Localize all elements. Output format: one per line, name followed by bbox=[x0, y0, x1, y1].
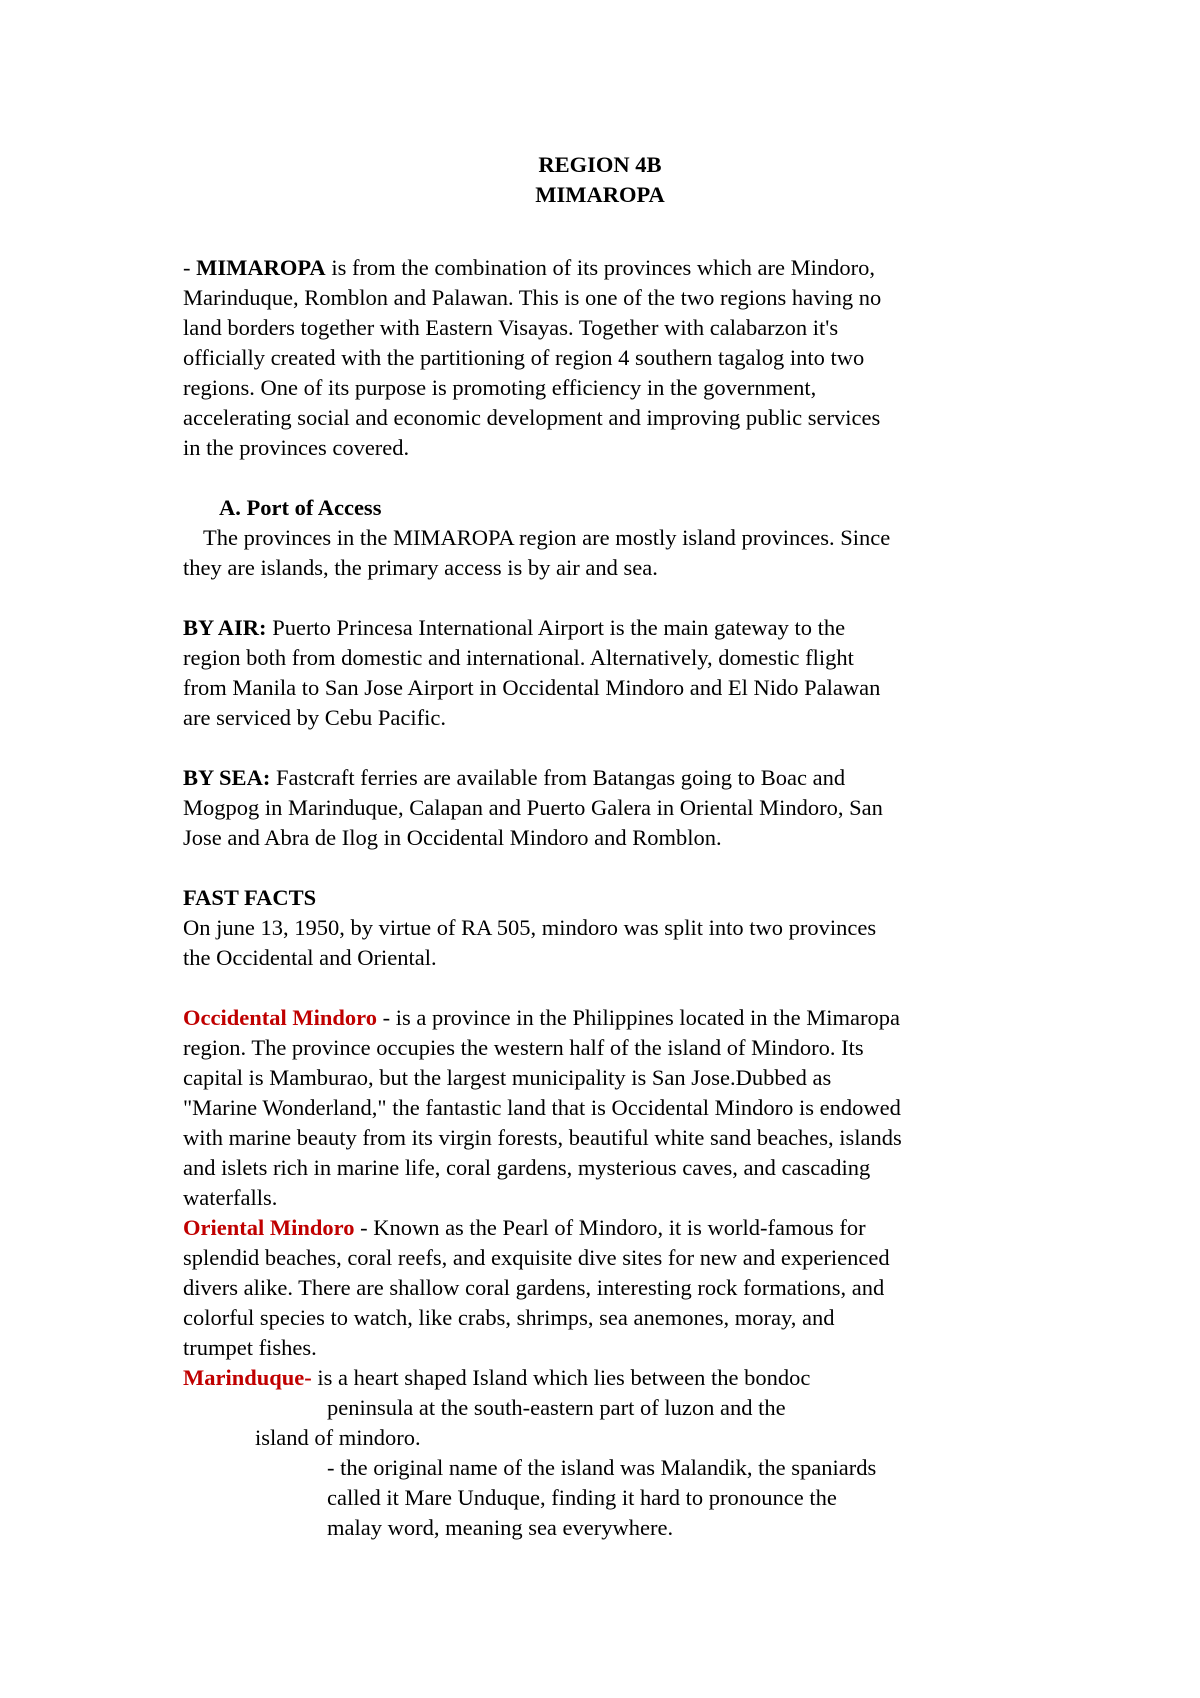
occidental-line-2: region. The province occupies the western half of the island of Mindoro. Its bbox=[183, 1035, 864, 1060]
intro-line-3: land borders together with Eastern Visayas. Together with calabarzon it's bbox=[183, 315, 839, 340]
intro-line-4: officially created with the partitioning of region 4 southern tagalog into two bbox=[183, 345, 865, 370]
oriental-line-5: trumpet fishes. bbox=[183, 1335, 317, 1360]
by-sea-line-2: Mogpog in Marinduque, Calapan and Puerto Galera in Oriental Mindoro, San bbox=[183, 795, 883, 820]
port-line-2: they are islands, the primary access is by air and sea. bbox=[183, 555, 658, 580]
occidental-term: Occidental Mindoro bbox=[183, 1005, 377, 1030]
occidental-line-5: with marine beauty from its virgin forests, beautiful white sand beaches, islands bbox=[183, 1125, 902, 1150]
occidental-line-4: "Marine Wonderland," the fantastic land that is Occidental Mindoro is endowed bbox=[183, 1095, 901, 1120]
by-sea-line-1 bbox=[183, 763, 845, 793]
marinduque-line-3: island of mindoro. bbox=[255, 1425, 421, 1450]
intro-line-7: in the provinces covered. bbox=[183, 435, 410, 460]
oriental-line-3: divers alike. There are shallow coral gardens, interesting rock formations, and bbox=[183, 1275, 885, 1300]
occidental-line-1 bbox=[183, 1003, 900, 1033]
by-air-label: BY AIR: bbox=[183, 615, 267, 640]
by-air-line-2: region both from domestic and international. Alternatively, domestic flight bbox=[183, 645, 854, 670]
fast-facts-line-2: the Occidental and Oriental. bbox=[183, 945, 437, 970]
marinduque-line-4: - the original name of the island was Malandik, the spaniards bbox=[327, 1455, 877, 1480]
occidental-line-6: and islets rich in marine life, coral gardens, mysterious caves, and cascading bbox=[183, 1155, 871, 1180]
intro-line-2: Marinduque, Romblon and Palawan. This is one of the two regions having no bbox=[183, 285, 882, 310]
intro-line-1-text: is from the combination of its provinces which are Mindoro, bbox=[325, 255, 875, 280]
occidental-line-7: waterfalls. bbox=[183, 1185, 278, 1210]
marinduque-line-2: peninsula at the south-eastern part of luzon and the bbox=[327, 1395, 786, 1420]
marinduque-line-1 bbox=[183, 1363, 810, 1393]
port-heading: A. Port of Access bbox=[219, 495, 382, 520]
oriental-line-1-text: - Known as the Pearl of Mindoro, it is world-famous for bbox=[354, 1215, 866, 1240]
by-air-line-1 bbox=[183, 613, 845, 643]
marinduque-line-1-text: is a heart shaped Island which lies between the bondoc bbox=[311, 1365, 811, 1390]
intro-line-1 bbox=[183, 253, 875, 283]
document-subtitle: MIMAROPA bbox=[535, 182, 665, 207]
marinduque-line-5: called it Mare Unduque, finding it hard to pronounce the bbox=[327, 1485, 837, 1510]
by-air-line-3: from Manila to San Jose Airport in Occidental Mindoro and El Nido Palawan bbox=[183, 675, 881, 700]
intro-dash: - bbox=[183, 255, 197, 280]
oriental-line-4: colorful species to watch, like crabs, shrimps, sea anemones, moray, and bbox=[183, 1305, 835, 1330]
intro-line-5: regions. One of its purpose is promoting efficiency in the government, bbox=[183, 375, 817, 400]
occidental-line-3: capital is Mamburao, but the largest municipality is San Jose.Dubbed as bbox=[183, 1065, 832, 1090]
fast-facts-line-1: On june 13, 1950, by virtue of RA 505, mindoro was split into two provinces bbox=[183, 915, 877, 940]
oriental-line-1 bbox=[183, 1213, 866, 1243]
oriental-line-2: splendid beaches, coral reefs, and exquisite dive sites for new and experienced bbox=[183, 1245, 890, 1270]
intro-term: MIMAROPA bbox=[196, 255, 326, 280]
by-sea-label: BY SEA: bbox=[183, 765, 271, 790]
by-air-line-4: are serviced by Cebu Pacific. bbox=[183, 705, 447, 730]
by-sea-line-3: Jose and Abra de Ilog in Occidental Mindoro and Romblon. bbox=[183, 825, 722, 850]
marinduque-term: Marinduque- bbox=[183, 1365, 312, 1390]
oriental-term: Oriental Mindoro bbox=[183, 1215, 355, 1240]
port-line-1: The provinces in the MIMAROPA region are mostly island provinces. Since bbox=[203, 525, 891, 550]
marinduque-line-6: malay word, meaning sea everywhere. bbox=[327, 1515, 674, 1540]
document-title: REGION 4B bbox=[538, 152, 662, 177]
by-air-line-1-text: Puerto Princesa International Airport is the main gateway to the bbox=[266, 615, 846, 640]
intro-line-6: accelerating social and economic development and improving public services bbox=[183, 405, 881, 430]
occidental-line-1-text: - is a province in the Philippines located in the Mimaropa bbox=[376, 1005, 900, 1030]
fast-facts-heading: FAST FACTS bbox=[183, 885, 317, 910]
by-sea-line-1-text: Fastcraft ferries are available from Batangas going to Boac and bbox=[270, 765, 846, 790]
